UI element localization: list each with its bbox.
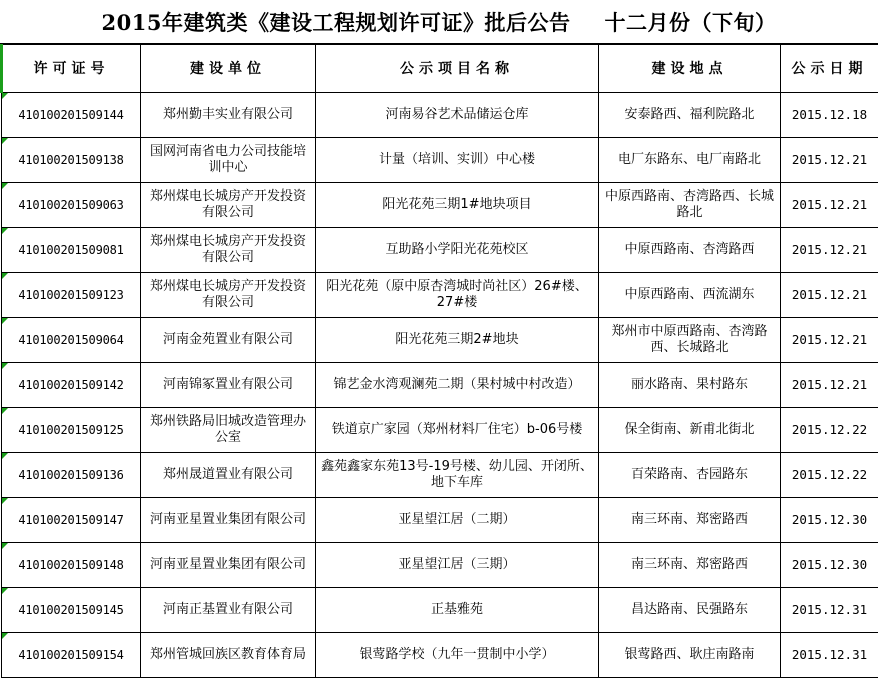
table-row [2,453,878,498]
table-row [2,543,878,588]
table-row [2,408,878,453]
location-cell[interactable]: 中原西路南、杏湾路西 [599,228,781,273]
unit-cell[interactable]: 国网河南省电力公司技能培训中心 [141,138,316,183]
page-title [0,0,878,44]
unit-cell[interactable]: 郑州煤电长城房产开发投资有限公司 [141,273,316,318]
table-row [2,228,878,273]
unit-cell[interactable]: 郑州煤电长城房产开发投资有限公司 [141,183,316,228]
header-project[interactable]: 公示项目名称 [316,45,599,93]
location-cell[interactable]: 银莺路西、耿庄南路南 [599,633,781,678]
unit-cell[interactable]: 河南亚星置业集团有限公司 [141,543,316,588]
project-cell[interactable]: 亚星望江居（二期） [316,498,599,543]
permit-cell[interactable]: 410100201509147 [2,498,141,543]
location-cell[interactable]: 保全街南、新甫北街北 [599,408,781,453]
date-cell[interactable]: 2015.12.21 [781,228,878,273]
unit-cell[interactable]: 河南锦冢置业有限公司 [141,363,316,408]
project-cell[interactable]: 阳光花苑三期1#地块项目 [316,183,599,228]
project-cell[interactable]: 阳光花苑三期2#地块 [316,318,599,363]
date-cell[interactable]: 2015.12.21 [781,273,878,318]
unit-cell[interactable]: 河南正基置业有限公司 [141,588,316,633]
permit-cell[interactable]: 410100201509138 [2,138,141,183]
permit-cell[interactable]: 410100201509081 [2,228,141,273]
permit-cell[interactable]: 410100201509125 [2,408,141,453]
permit-cell[interactable]: 410100201509064 [2,318,141,363]
header-row [2,45,878,93]
project-cell[interactable]: 铁道京广家园（郑州材料厂住宅）b-06号楼 [316,408,599,453]
project-cell[interactable]: 计量（培训、实训）中心楼 [316,138,599,183]
unit-cell[interactable]: 河南金苑置业有限公司 [141,318,316,363]
date-cell[interactable]: 2015.12.21 [781,183,878,228]
table-row [2,363,878,408]
table-row [2,273,878,318]
project-cell[interactable]: 亚星望江居（三期） [316,543,599,588]
permit-cell[interactable]: 410100201509136 [2,453,141,498]
table-body [2,93,878,678]
date-cell[interactable]: 2015.12.22 [781,453,878,498]
header-permit[interactable]: 许可证号 [2,45,141,93]
date-cell[interactable]: 2015.12.21 [781,363,878,408]
date-cell[interactable]: 2015.12.30 [781,498,878,543]
date-cell[interactable]: 2015.12.21 [781,138,878,183]
header-date[interactable]: 公示日期 [781,45,878,93]
table-row [2,183,878,228]
table-row [2,138,878,183]
permit-cell[interactable]: 410100201509144 [2,93,141,138]
date-cell[interactable]: 2015.12.18 [781,93,878,138]
unit-cell[interactable]: 郑州铁路局旧城改造管理办公室 [141,408,316,453]
location-cell[interactable]: 南三环南、郑密路西 [599,543,781,588]
location-cell[interactable]: 丽水路南、果村路东 [599,363,781,408]
permit-cell[interactable]: 410100201509063 [2,183,141,228]
location-cell[interactable]: 安泰路西、福利院路北 [599,93,781,138]
project-cell[interactable]: 阳光花苑（原中原杏湾城时尚社区）26#楼、27#楼 [316,273,599,318]
project-cell[interactable]: 正基雅苑 [316,588,599,633]
location-cell[interactable]: 郑州市中原西路南、杏湾路西、长城路北 [599,318,781,363]
table-row [2,588,878,633]
unit-cell[interactable]: 河南亚星置业集团有限公司 [141,498,316,543]
unit-cell[interactable]: 郑州管城回族区教育体育局 [141,633,316,678]
permit-cell[interactable]: 410100201509145 [2,588,141,633]
announcement-table [0,44,878,678]
table-row [2,633,878,678]
location-cell[interactable]: 南三环南、郑密路西 [599,498,781,543]
location-cell[interactable]: 昌达路南、民强路东 [599,588,781,633]
location-cell[interactable]: 中原西路南、西流湖东 [599,273,781,318]
project-cell[interactable]: 河南易谷艺术品储运仓库 [316,93,599,138]
table-row [2,93,878,138]
project-cell[interactable]: 银莺路学校（九年一贯制中小学） [316,633,599,678]
permit-cell[interactable]: 410100201509148 [2,543,141,588]
project-cell[interactable]: 鑫苑鑫家东苑13号-19号楼、幼儿园、开闭所、地下车库 [316,453,599,498]
location-cell[interactable]: 百荣路南、杏园路东 [599,453,781,498]
table-row [2,498,878,543]
project-cell[interactable]: 互助路小学阳光花苑校区 [316,228,599,273]
header-location[interactable]: 建设地点 [599,45,781,93]
date-cell[interactable]: 2015.12.21 [781,318,878,363]
permit-cell[interactable]: 410100201509154 [2,633,141,678]
location-cell[interactable]: 电厂东路东、电厂南路北 [599,138,781,183]
date-cell[interactable]: 2015.12.31 [781,633,878,678]
title-main: 2015年建筑类《建设工程规划许可证》批后公告 [101,9,571,35]
unit-cell[interactable]: 郑州晟道置业有限公司 [141,453,316,498]
unit-cell[interactable]: 郑州煤电长城房产开发投资有限公司 [141,228,316,273]
table-row [2,318,878,363]
project-cell[interactable]: 锦艺金水湾观澜苑二期（果村城中村改造） [316,363,599,408]
date-cell[interactable]: 2015.12.31 [781,588,878,633]
location-cell[interactable]: 中原西路南、杏湾路西、长城路北 [599,183,781,228]
date-cell[interactable]: 2015.12.22 [781,408,878,453]
header-unit[interactable]: 建设单位 [141,45,316,93]
date-cell[interactable]: 2015.12.30 [781,543,878,588]
title-month: 十二月份（下旬） [604,9,777,35]
permit-cell[interactable]: 410100201509123 [2,273,141,318]
permit-cell[interactable]: 410100201509142 [2,363,141,408]
unit-cell[interactable]: 郑州勤丰实业有限公司 [141,93,316,138]
